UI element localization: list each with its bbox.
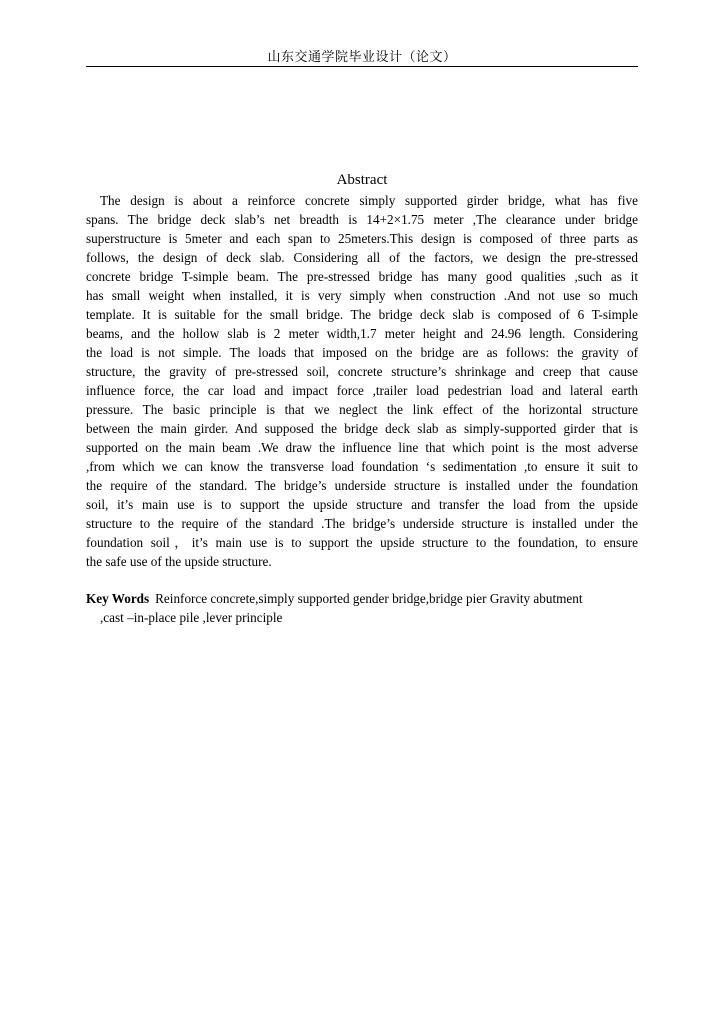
keywords-continuation: ,cast –in-place pile ,lever principle: [100, 610, 283, 625]
abstract-line: the safe use of the upside structure.: [86, 554, 272, 569]
abstract-line: concrete bridge T-simple beam. The pre-stressed bridge has many good qualities ,such as it: [86, 269, 638, 284]
abstract-line: soil, it’s main use is to support the upside structure and transfer the load from the upside: [86, 497, 638, 512]
keywords-block: [86, 589, 638, 627]
abstract-line: between the main girder. And supposed the bridge deck slab as simply-supported girder that is: [86, 421, 638, 436]
abstract-line: follows, the design of deck slab. Considering all of the factors, we design the pre-stressed: [86, 250, 638, 265]
abstract-line: the require of the standard. The bridge’s underside structure is installed under the foundation: [86, 478, 638, 493]
abstract-body: [86, 191, 638, 571]
abstract-title: Abstract: [336, 172, 388, 188]
abstract-line: superstructure is 5meter and each span to 25meters.This design is composed of three parts as: [86, 231, 638, 246]
abstract-line: the load is not simple. The loads that imposed on the bridge are as follows: the gravity of: [86, 345, 638, 360]
abstract-line: has small weight when installed, it is very simply when construction .And not use so much: [86, 288, 638, 303]
keywords-line: [86, 589, 638, 608]
header-rule: [86, 66, 638, 67]
abstract-line: foundation soil，it’s main use is to support the upside structure to the foundation, to ensure: [86, 535, 638, 550]
abstract-line: structure, the gravity of pre-stressed soil, concrete structure’s shrinkage and creep that cause: [86, 364, 638, 379]
keywords-text: Reinforce concrete,simply supported gender bridge,bridge pier Gravity abutment: [155, 591, 583, 606]
running-header: 山东交通学院毕业设计（论文）: [267, 50, 457, 65]
abstract-line: influence force, the car load and impact force ,trailer load pedestrian load and lateral earth: [86, 383, 638, 398]
abstract-line: supported on the main beam .We draw the influence line that which point is the most adverse: [86, 440, 638, 455]
keywords-label: Key Words: [86, 591, 150, 606]
abstract-line: spans. The bridge deck slab’s net breadth is 14+2×1.75 meter ,The clearance under bridge: [86, 212, 638, 227]
abstract-line: structure to the require of the standard .The bridge’s underside structure is installed under the: [86, 516, 638, 531]
abstract-line: pressure. The basic principle is that we neglect the link effect of the horizontal structure: [86, 402, 638, 417]
abstract-line: ,from which we can know the transverse load foundation ‘s sedimentation ,to ensure it suit to: [86, 459, 638, 474]
abstract-line: beams, and the hollow slab is 2 meter width,1.7 meter height and 24.96 length. Considering: [86, 326, 638, 341]
abstract-line: The design is about a reinforce concrete simply supported girder bridge, what has five: [100, 193, 638, 208]
abstract-line: template. It is suitable for the small bridge. The bridge deck slab is composed of 6 T-simple: [86, 307, 638, 322]
